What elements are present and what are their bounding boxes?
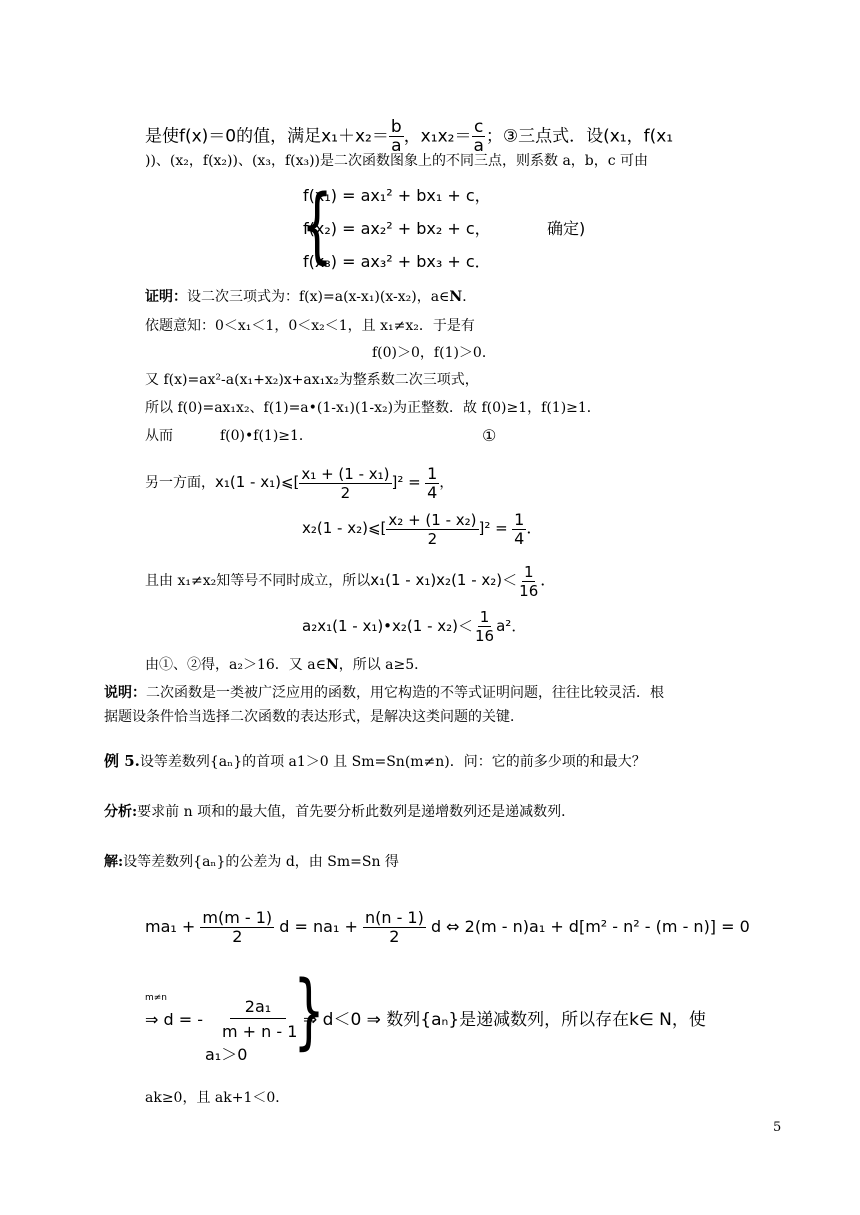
- math: ma₁ +: [145, 917, 196, 936]
- math: x₁(1 - x₁)⩽[: [215, 473, 300, 491]
- numerator: m(m - 1): [202, 908, 273, 927]
- denominator: 2: [389, 927, 400, 946]
- last-line: ak≥0，且 ak+1＜0．: [145, 1090, 290, 1106]
- ineq-line-4: [302, 606, 526, 646]
- system-eq-3: f(x₃) = ax₃² + bx₃ + c．: [303, 252, 491, 271]
- note-line-1: [104, 683, 664, 703]
- math: a²．: [496, 617, 527, 635]
- proof-line-3: f(0)＞0，f(1)＞0．: [372, 345, 496, 361]
- proof-line-2: 依题意知：0＜x₁＜1，0＜x₂＜1，且 x₁≠x₂．于是有: [145, 318, 475, 334]
- fraction-quarter: [425, 465, 439, 502]
- proof-line-5: 所以 f(0)=ax₁x₂、f(1)=a•(1-x₁)(1-x₂)为正整数．故 f(0)≥1，f(1)≥1．: [145, 400, 601, 416]
- text: ；③三点式．设(x₁，f(x₁: [485, 126, 674, 147]
- math: d = na₁ +: [279, 917, 358, 936]
- text: ，: [439, 475, 454, 491]
- analysis-label: 分析:: [104, 804, 138, 820]
- natural-set: N: [325, 657, 339, 673]
- text: 设二次三项式为：f(x)=a(x-x₁)(x-x₂)，a∈: [187, 289, 450, 305]
- denominator: 2: [232, 927, 243, 946]
- right-brace: }: [293, 964, 325, 1059]
- ineq-line-2: [302, 508, 542, 549]
- denominator: 16: [519, 581, 539, 600]
- text: 且由 x₁≠x₂知等号不同时成立，所以: [145, 573, 371, 589]
- fraction: [363, 909, 426, 946]
- numerator: 1: [479, 608, 490, 626]
- denominator: 2: [340, 483, 351, 502]
- numerator: c: [473, 117, 484, 137]
- condition-m-neq-n: m≠n: [145, 993, 168, 1003]
- fraction: [299, 465, 391, 502]
- denominator: a: [473, 136, 484, 156]
- math: d ⇔ 2(m - n)a₁ + d[m² - n² - (m - n)] = 0: [430, 917, 750, 936]
- denominator: a: [391, 136, 402, 156]
- main-equation: [145, 907, 750, 947]
- implies-d: [145, 1005, 203, 1035]
- text: 由①、②得，a₂＞16．又 a∈: [145, 657, 326, 673]
- math: ⇒ d = -: [145, 1010, 203, 1029]
- numerator: 1: [514, 509, 525, 529]
- system-2-rhs: ⇒ d＜0 ⇒ 数列{aₙ}是递减数列，所以存在k∈ N，使: [303, 1010, 706, 1030]
- proof-line-4: 又 f(x)=ax²-a(x₁+x₂)x+ax₁x₂为整系数二次三项式，: [145, 372, 479, 388]
- left-brace: {: [301, 178, 333, 273]
- text: ．: [540, 570, 557, 589]
- numerator: 1: [427, 463, 438, 483]
- denominator: 4: [514, 528, 525, 548]
- fraction-sixteenth: [473, 608, 496, 645]
- proof-line-9: [145, 655, 428, 675]
- math: a₂x₁(1 - x₁)•x₂(1 - x₂)＜: [302, 617, 474, 635]
- proof-line-1: 证明：设二次三项式为：f(x)=a(x-x₁)(x-x₂)，a∈N．: [145, 289, 477, 305]
- text: ，所以 a≥5．: [338, 657, 429, 673]
- fraction-quarter: [512, 511, 526, 548]
- page-number: 5: [773, 1120, 782, 1135]
- solution: [104, 852, 399, 872]
- note-label: 说明：: [104, 685, 146, 701]
- fraction-sixteenth: [517, 563, 540, 600]
- numerator: b: [390, 117, 402, 137]
- a1-positive: a₁＞0: [205, 1045, 248, 1064]
- math: ]² =: [391, 473, 421, 491]
- line-2: ))、(x₂，f(x₂))、(x₃，f(x₃))是二次函数图象上的不同三点，则系数 a，b，c 可由: [145, 153, 649, 169]
- math: ]² =: [478, 519, 508, 537]
- text: 从而: [145, 428, 173, 444]
- text: 设等差数列{aₙ}的首项 a1＞0 且 Sm=Sn(m≠n)．问：它的前多少项的和最大？: [139, 754, 646, 770]
- example-label: 例 5.: [104, 752, 140, 770]
- natural-set: N: [449, 289, 463, 305]
- line-1: [145, 118, 673, 155]
- math: x₂(1 - x₂)⩽[: [302, 519, 387, 537]
- fraction: [200, 909, 274, 946]
- note-line-2: 据题设条件恰当选择二次函数的表达形式，是解决这类问题的关键．: [104, 709, 524, 725]
- text: f(0)•f(1)≥1．: [220, 428, 313, 444]
- analysis: [104, 802, 575, 822]
- frac-num: 2a₁: [230, 996, 286, 1019]
- fraction-c-over-a: [471, 118, 485, 155]
- proof-line-6: [145, 426, 497, 446]
- text: 要求前 n 项和的最大值，首先要分析此数列是递增数列还是递减数列．: [137, 804, 576, 820]
- example-5: [104, 751, 646, 772]
- system-eq-1: f(x₁) = ax₁² + bx₁ + c，: [303, 186, 491, 205]
- numerator: x₂ + (1 - x₂): [388, 510, 477, 529]
- text: ．: [526, 518, 543, 537]
- fraction-b-over-a: [389, 118, 404, 155]
- ineq-line-1: [145, 462, 453, 503]
- math: x₁(1 - x₁)x₂(1 - x₂)＜: [370, 571, 518, 589]
- denominator: 2: [427, 529, 438, 548]
- proof-label: 证明：: [145, 289, 187, 305]
- text: 二次函数是一类被广泛应用的函数，用它构造的不等式证明问题，往往比较灵活．根: [146, 685, 664, 701]
- numerator: n(n - 1): [364, 908, 424, 927]
- denominator: 4: [427, 482, 438, 502]
- text: 是使f(x)＝0的值，满足x₁＋x₂＝: [145, 126, 389, 147]
- text: ，x₁x₂＝: [403, 126, 472, 147]
- numerator: x₁ + (1 - x₁): [301, 464, 390, 483]
- numerator: 1: [523, 562, 534, 581]
- system-eq-2: f(x₂) = ax₂² + bx₂ + c，: [303, 219, 491, 238]
- solution-label: 解:: [104, 854, 124, 870]
- system-end: 确定): [547, 219, 586, 238]
- fraction: [386, 511, 478, 548]
- text: 设等差数列{aₙ}的公差为 d，由 Sm=Sn 得: [123, 854, 399, 870]
- frac-den: m + n - 1: [222, 1022, 298, 1041]
- circle-one: ①: [482, 426, 497, 445]
- denominator: 16: [475, 627, 495, 645]
- text: 另一方面，: [145, 475, 215, 491]
- ineq-line-3: [145, 560, 556, 601]
